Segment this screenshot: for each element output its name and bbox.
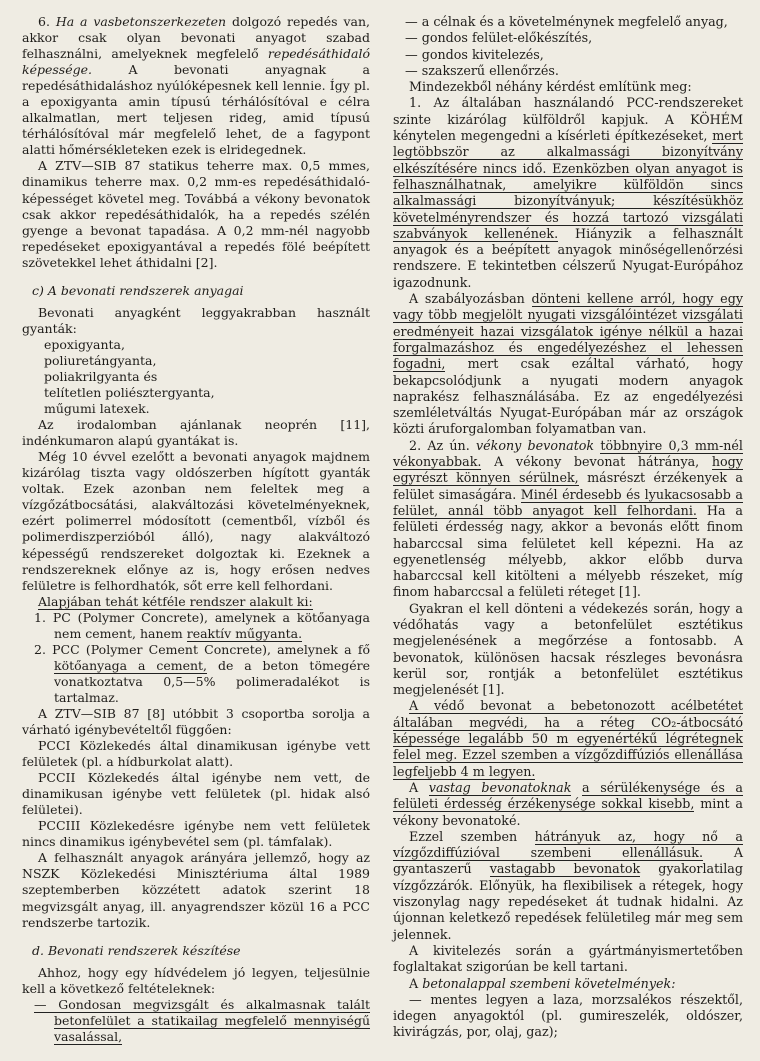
paragraph-history: Még 10 évvel ezelőtt a bevonati anyagok majdnem kizárólag tiszta vagy oldószerben hígított gyanták voltak. Ezek azonban nem feleltek meg a vízgőzátbocsátási, alakváltozási követelményeknek, ezért polimerrel módosított (cementből, vízből és polimerdiszperzióból álló), nagy alakváltozó képességű rendszereket dolgoztak ki. Ezeknek a rendszereknek előnye az is, hogy erősen nedves felületre is felhordhatók, sőt erre kell felhordani. <box>22 449 370 593</box>
resin-item: poliuretángyanta, <box>44 352 157 368</box>
paragraph-aesthetics: Gyakran el kell dönteni a védekezés során, hogy a védőhatás vagy a betonfelület esztétikus megjelenésének a megőrzése a fontosabb. A bevonatok, különösen hacsak részleges bevonásra kerül sor, rontják a betonfelület esztétikus megjelenését [1]. <box>393 600 743 698</box>
condition-item: — szakszerű ellenőrzés. <box>405 62 559 78</box>
paragraph-ztv-groups: A ZTV—SIB 87 [8] utóbbit 3 csoportba sorolja a várható igénybevételtől függően: <box>22 705 370 738</box>
paragraph-conditions-intro: Ahhoz, hogy egy hídvédelem jó legyen, teljesülnie kell a következő feltételeknek: <box>22 964 370 996</box>
system-pcc: 2. PCC (Polymer Cement Concrete), amelynek a fő kötőanyaga a cement, de a beton tömegére vonatkoztatva 0,5—5% polimeradalékot is tartalmaz. <box>34 641 371 705</box>
condition-item: — a célnak és a követelménynek megfelelő anyag, <box>405 14 728 29</box>
right-column <box>393 14 743 1041</box>
resin-item: műgumi latexek. <box>44 401 150 417</box>
system-pc: 1. PC (Polymer Concrete), amelynek a kötőanyaga nem cement, hanem reaktív műgyanta. <box>34 609 370 641</box>
paragraph-ztv-requirements: A ZTV—SIB 87 statikus teherre max. 0,5 mmes, dinamikus teherre max. 0,2 mm-es repedésáthidaló-képességet követel meg. Továbbá a vékony bevonatok csak akkor repedésáthidalók, ha a repedés szélén gyenge a bevonat tapadása. A 0,2 mm-nél nagyobb repedéseket epoxigyantával a repedés fölé beépített szövetekkel lehet áthidalni [2]. <box>22 158 370 270</box>
paragraph-resins-intro: Bevonati anyagként leggyakrabban használt gyanták: <box>22 304 370 336</box>
paragraph-execution: A kivitelezés során a gyártmányismertetőben foglaltakat szigorúan be kell tartani. <box>393 942 743 975</box>
paragraph-protective-coating: A védő bevonat a bebetonozott acélbetétet általában megvédi, ha a réteg CO₂-átbocsátó képessége legalább 50 m egyenértékű légrétegnek felel meg. Ezzel szemben a vízgőzdiffúziós ellenállása legfeljebb 4 m legyen. <box>393 698 743 779</box>
paragraph-pcc-systems: 1. Az általában használandó PCC-rendszereket szinte kizárólag külföldről kapjuk. A KÖHÉM kénytelen megengedni a kísérleti építkezéseket, mert legtöbbször az alkalmassági bizonyítvány elkészítésére nincs idő. Ezenközben olyan anyagot is felhasználhatnak, amelyikre külföldön sincs alkalmassági bizonyítványuk; készítésükhöz követelményrendszer és hozzá tartozó vizsgálati szabványok kellenének. Hiányzik a felhasznált anyagok és a beépített anyagok minőségellenőrzési rendszere. E tekintetben célszerű Nyugat-Európához igazodnunk. <box>393 95 743 290</box>
requirement-item: — mentes legyen a laza, morzsalékos részektől, idegen anyagoktól (pl. gumireszelék, oldószer, kivirágzás, por, olaj, gaz); <box>393 991 743 1040</box>
paragraph-regulation: A szabályozásban dönteni kellene arról, hogy egy vagy több megjelölt nyugati vizsgálóintézet vizsgálati eredményeit hazai vizsgálatok igénye nélkül a hazai forgalmazáshoz és engedélyezéshez el lehessen fogadni, mert csak ezáltal várható, hogy bekapcsolódjunk a nyugati modern anyagok naprakész felhasználásába. Ez az engedélyezési szemléletváltás Nyugat-Európában már az országok közti áruforgalomban folyamatban van. <box>393 291 743 437</box>
paragraph-thin-coatings: 2. Az ún. vékony bevonatok többnyire 0,3 mm-nél vékonyabbak. A vékony bevonat hátránya, hogy egyrészt könnyen sérülnek, másrészt érzékenyek a felület simaságára. Minél érdesebb és lyukacsosabb a felület, annál több anyagot kell felhordani. Ha a felületi érdesség nagy, akkor a bevonás előtt finom habarccsal sima felületet kell képezni. Ha az egyenetlenség mélyebb, akkor előbb durva habarccsal kell kitölteni a mélyebb részeket, míg finom habarccsal a felületi réteget [1]. <box>393 437 743 600</box>
condition-item: — gondos kivitelezés, <box>405 46 544 62</box>
paragraph-crack-bridging: 6. Ha a vasbetonszerkezeten dolgozó repedés van, akkor csak olyan bevonati anyagot szabad felhasználni, amelyeknek megfelelő repedésáthidaló képessége. A bevonati anyagnak a repedésáthidaláshoz nyúlóképesnek kell lennie. Így pl. a epoxigyanta amin típusú térhálósítóval e célra alkalmatlan, mert teljesen rideg, amid típusú térhálósítóval már megfelelő lehet, de a fagypont alatti hőmérsékleteken ezek is elridegednek. <box>22 14 370 158</box>
paragraph-literature: Az irodalomban ajánlanak neoprén [11], indénkumaron alapú gyantákat is. <box>22 417 370 449</box>
group-pccii: PCCII Közlekedés által igénybe nem vett, de dinamikusan igénybe vett felületek (pl. hidak alsó felületei). <box>22 770 370 818</box>
condition-item: — Gondosan megvizsgált és alkalmasnak talált betonfelület a statikailag megfelelő mennyiségű vasalással, <box>34 996 370 1044</box>
resin-item: epoxigyanta, <box>44 336 125 352</box>
heading-base-requirements: A betonalappal szembeni követelmények: <box>409 975 676 991</box>
resin-item: telítetlen poliésztergyanta, <box>44 385 215 401</box>
paragraph-questions: Mindezekből néhány kérdést említünk meg: <box>409 79 692 95</box>
paragraph-disadvantage: Ezzel szemben hátrányuk az, hogy nő a vízgőzdiffúzióval szembeni ellenállásuk. A gyantaszerű vastagabb bevonatok gyakorlatilag vízgőzzárók. Előnyük, ha flexibilisek a rétegek, hogy viszonylag nagy repedéseket át tudnak hidalni. Az újonnan keletkező repedések felületileg már meg sem jelennek. <box>393 828 743 942</box>
heading-coating-materials: c) A bevonati rendszerek anyagai <box>32 282 244 298</box>
heading-coating-preparation: d. Bevonati rendszerek készítése <box>32 942 241 958</box>
paragraph-thick-coatings: A vastag bevonatoknak a sérülékenysége és a felületi érdesség érzékenysége sokkal kisebb, mint a vékony bevonatoké. <box>393 779 743 828</box>
left-column <box>22 14 370 1045</box>
condition-item: — gondos felület-előkészítés, <box>405 30 593 46</box>
resin-item: poliakrilgyanta és <box>44 368 158 384</box>
group-pcciii: PCCIII Közlekedésre igénybe nem vett felületek nincs dinamikus igénybevétel sem (pl. támfalak). <box>22 818 370 850</box>
group-pcci: PCCI Közlekedés által dinamikusan igénybe vett felületek (pl. a hídburkolat alatt). <box>22 738 370 770</box>
paragraph-two-systems: Alapjában tehát kétféle rendszer alakult ki: <box>38 593 313 609</box>
paragraph-nszk-data: A felhasznált anyagok arányára jellemző, hogy az NSZK Közlekedési Minisztériuma által 1989 szeptemberben közzétett adatok szerint 18 megvizsgált anyag, ill. anyagrendszer közül 16 a PCC rendszerbe tartozik. <box>22 850 370 930</box>
